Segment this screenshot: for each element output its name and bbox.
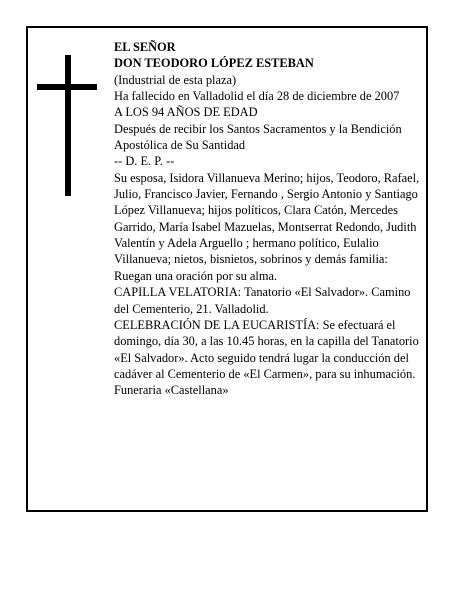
chapel-info: CAPILLA VELATORIA: Tanatorio «El Salvador». Camino del Cementerio, 21. Valladolid. [114,285,411,316]
deceased-name: DON TEODORO LÓPEZ ESTEBAN [114,56,314,71]
cross-vertical-bar [65,55,71,196]
title-line: EL SEÑOR [114,40,176,54]
age-line: A LOS 94 AÑOS DE EDAD [114,105,258,120]
sacraments-line: Después de recibir los Santos Sacramentos y la Bendición Apostólica de Su Santidad [114,121,402,153]
funeral-home: Funeraria «Castellana» [114,383,229,398]
rip-line: -- D. E. P. -- [114,154,175,169]
cross-horizontal-bar [37,84,97,90]
family-paragraph: Su esposa, Isidora Villanueva Merino; hijos, Teodoro, Rafael, Julio, Francisco Javier, Fernando , Sergio Antonio y Santiago López Villanueva; hijos políticos, Clara Catón, Mercedes Garrido, María Isabel Mazuelas, Montserrat Redondo, Judith Valentín y Adela Arguello ; hermano político, Eulalio Villanueva; nietos, bisnietos, sobrinos y demás familia: [114,170,420,267]
eucharist-info: CELEBRACIÓN DE LA EUCARISTÍA: Se efectuará el domingo, día 30, a las 10.45 horas, en la capilla del Tanatorio «El Salvador». Acto seguido tendrá lugar la conducción del cadáver al Cementerio de «El Carmen», para su inhumación. [114,317,419,381]
death-announcement: Ha fallecido en Valladolid el día 28 de diciembre de 2007 [114,89,400,104]
occupation-line: (Industrial de esta plaza) [114,72,237,87]
obituary-text [114,39,420,399]
prayer-request: Ruegan una oración por su alma. [114,268,278,283]
